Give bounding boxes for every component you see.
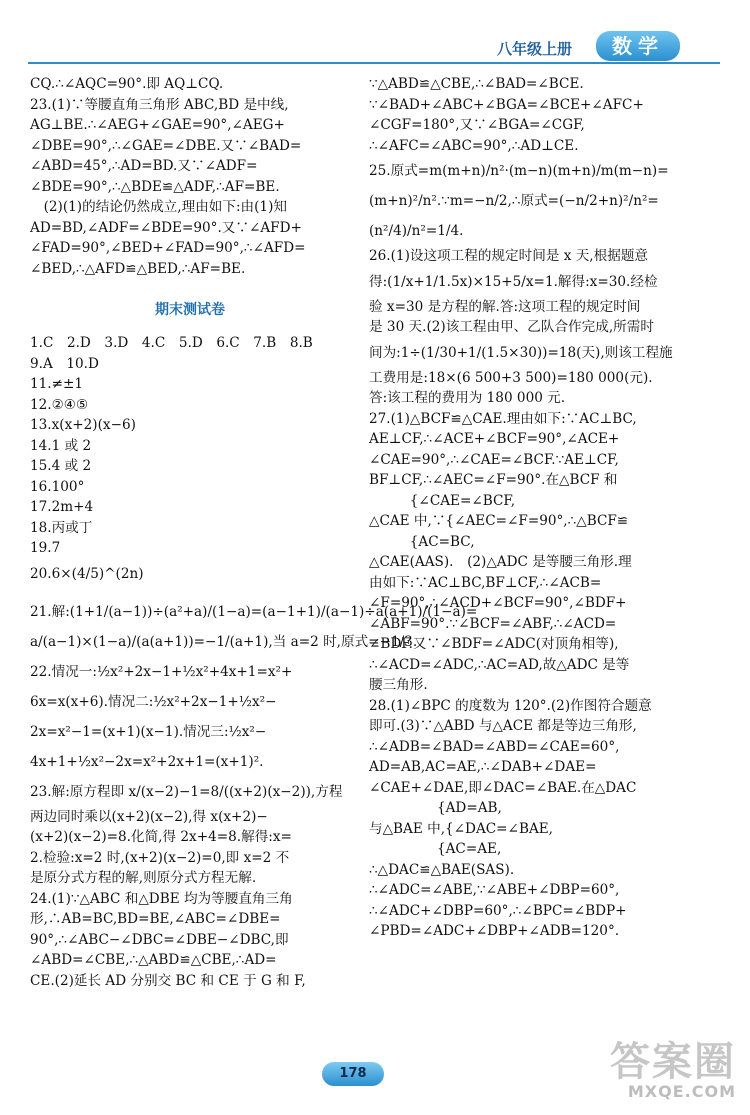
- text-line: 27.(1)△BCF≌△CAE.理由如下:∵AC⊥BC,: [369, 410, 637, 427]
- text-line: ∵∠BAD+∠ABC+∠BGA=∠BCE+∠AFC+: [369, 96, 644, 113]
- text-line: ∴∠AFC=∠ABC=90°,∴AD⊥CE.: [369, 137, 579, 154]
- text-line: AD=AB,AC=AE,∴∠DAB+∠DAE=: [369, 759, 597, 775]
- text-line: 答:该工程的费用为 180 000 元.: [369, 390, 566, 406]
- watermark-logo: 答案圈: [610, 1039, 736, 1085]
- text-line: ∴∠ACD=∠ADC,∴AC=AD,故△ADC 是等: [369, 656, 630, 673]
- text-line: 90°,∴∠ABC−∠DBC=∠DBE−∠DBC,即: [30, 931, 289, 948]
- grade-label: 八年级上册: [497, 40, 573, 58]
- answer-line: 12.②④⑤: [30, 396, 89, 413]
- answer-line: 20.6×(4/5)^(2n): [30, 565, 144, 582]
- answer-line: 9.A 10.D: [30, 355, 99, 372]
- answer-line: 19.7: [30, 540, 61, 556]
- text-line: CQ.∴∠AQC=90°.即 AQ⊥CQ.: [30, 76, 224, 92]
- text-line: BF⊥CF,∴∠AEC=∠F=90°.在△BCF 和: [369, 472, 618, 488]
- answer-line: 15.4 或 2: [30, 458, 92, 474]
- text-line: 26.(1)设这项工程的规定时间是 x 天,根据题意: [369, 248, 649, 264]
- text-line: 2x=x²−1=(x+1)(x−1).情况三:½x²−: [30, 723, 267, 740]
- page-header: [0, 0, 750, 80]
- text-line: △CAE 中,∵{∠AEC=∠F=90°,∴△BCF≌: [369, 513, 629, 529]
- text-line: 形,∴AB=BC,BD=BE,∠ABC=∠DBE=: [30, 911, 281, 927]
- subject-badge: 数学: [596, 31, 680, 61]
- text-line: ∠BDF.又∵∠BDF=∠ADC(对顶角相等),: [369, 636, 619, 652]
- text-line: ∠BED,∴△AFD≌△BED,∴AF=BE.: [30, 260, 246, 277]
- text-line: ∴△DAC≌△BAE(SAS).: [369, 861, 515, 878]
- right-column: [369, 74, 699, 942]
- text-line: 25.原式=m(m+n)/n²·(m−n)(m+n)/m(m−n)=: [369, 163, 669, 179]
- text-line: 28.(1)∠BPC 的度数为 120°.(2)作图符合题意: [369, 697, 652, 714]
- text-line: 与△BAE 中,{∠DAC=∠BAE,: [369, 820, 554, 837]
- text-line: ∠DBE=90°,∴∠GAE=∠DBE.又∵∠BAD=: [30, 137, 302, 154]
- text-line: a/(a−1)×(1−a)/(a(a+1))=−1/(a+1),当 a=2 时,原式=−1/3.: [30, 633, 418, 650]
- text-line: ∠F=90°,∴∠ACD+∠BCF=90°,∠BDF+: [369, 595, 627, 611]
- text-line: AD=BD,∠ADF=∠BDE=90°.又∵∠AFD+: [30, 219, 302, 236]
- text-line: ∠ABD=45°,∴AD=BD.又∵∠ADF=: [30, 158, 258, 174]
- text-line: ∴∠ADC+∠DBP=60°,∴∠BPC=∠BDP+: [369, 902, 627, 919]
- text-line: 6x=x(x+6).情况二:½x²+2x−1+½x²−: [30, 693, 277, 710]
- page-number: 178: [322, 1062, 384, 1086]
- answer-line: 13.x(x+2)(x−6): [30, 417, 136, 433]
- text-line: ∠BDE=90°,∴△BDE≌△ADF,∴AF=BE.: [30, 178, 280, 195]
- header-rule: [28, 62, 720, 64]
- text-line: AG⊥BE.∴∠AEG+∠GAE=90°,∠AEG+: [30, 117, 285, 133]
- text-line: 4x+1+½x²−2x=x²+2x+1=(x+1)².: [30, 753, 264, 770]
- text-line: {AD=AB,: [369, 800, 502, 816]
- text-line: {AC=BC,: [369, 533, 475, 550]
- text-line: {AC=AE,: [369, 841, 502, 857]
- text-line: ∠CAE+∠DAE,即∠DAC=∠BAE.在△DAC: [369, 779, 637, 796]
- text-line: 23.(1)∵等腰直角三角形 ABC,BD 是中线,: [30, 96, 289, 113]
- watermark-url: MXQE.COM: [627, 1082, 736, 1101]
- text-line: (m+n)²/n².∵m=−n/2,∴原式=(−n/2+n)²/n²=: [369, 193, 659, 209]
- text-line: 验 x=30 是方程的解.答:这项工程的规定时间: [369, 298, 641, 315]
- text-line: (x+2)(x−2)=8.化简,得 2x+4=8.解得:x=: [30, 829, 292, 845]
- text-line: CE.(2)延长 AD 分别交 BC 和 CE 于 G 和 F,: [30, 972, 306, 989]
- text-line: AE⊥CF,∴∠ACE+∠BCF=90°,∠ACE+: [369, 431, 620, 447]
- text-line: ∠FAD=90°,∠BED+∠FAD=90°,∴∠AFD=: [30, 240, 306, 256]
- watermark: [610, 1039, 736, 1101]
- answer-line: 18.丙或丁: [30, 519, 93, 536]
- text-line: 工费用是:18×(6 500+3 500)=180 000(元).: [369, 369, 653, 386]
- text-line: 2.检验:x=2 时,(x+2)(x−2)=0,即 x=2 不: [30, 849, 290, 866]
- text-line: ∵△ABD≌△CBE,∴∠BAD=∠BCE.: [369, 76, 584, 92]
- text-line: ∠PBD=∠ADC+∠DBP+∠ADB=120°.: [369, 923, 620, 939]
- text-line: ∠CGF=180°,又∵∠BGA=∠CGF,: [369, 117, 585, 133]
- text-line: ∠ABF=90°.∵∠BCF=∠ABF,∴∠ACD=: [369, 615, 617, 632]
- text-line: △CAE(AAS). (2)△ADC 是等腰三角形.理: [369, 554, 632, 570]
- answer-line: 1.C 2.D 3.D 4.C 5.D 6.C 7.B 8.B: [30, 335, 313, 351]
- text-line: ∠ABD=∠CBE,∴△ABD≌△CBE,∴AD=: [30, 952, 277, 968]
- text-line: 两边同时乘以(x+2)(x−2),得 x(x+2)−: [30, 808, 268, 825]
- answer-line: 17.2m+4: [30, 499, 94, 515]
- text-line: ∴∠ADC=∠ABE,∵∠ABE+∠DBP=60°,: [369, 882, 620, 898]
- text-line: (2)(1)的结论仍然成立,理由如下:由(1)知: [30, 199, 287, 215]
- text-line: 是 30 天.(2)该工程由甲、乙队合作完成,所需时: [369, 319, 654, 335]
- text-line: 即可.(3)∵△ABD 与△ACE 都是等边三角形,: [369, 718, 637, 734]
- text-line: ∠CAE=90°,∴∠CAE=∠BCF.∵AE⊥CF,: [369, 451, 619, 468]
- text-line: 得:(1/x+1/1.5x)×15+5/x=1.解得:x=30.经检: [369, 273, 658, 290]
- answer-line: 16.100°: [30, 478, 85, 495]
- text-line: 21.解:(1+1/(a−1))÷(a²+a)/(1−a)=(a−1+1)/(a−1)÷a(a+1)/(1−a)=: [30, 603, 478, 620]
- section-title: 期末测试卷: [155, 302, 225, 318]
- text-line: ∴∠ADB=∠BAD=∠ABD=∠CAE=60°,: [369, 738, 620, 755]
- answer-line: 11.≠±1: [30, 376, 84, 392]
- text-line: 23.解:原方程即 x/(x−2)−1=8/((x+2)(x−2)),方程: [30, 783, 343, 800]
- text-line: 腰三角形.: [369, 677, 428, 693]
- answer-line: 14.1 或 2: [30, 437, 92, 454]
- text-line: 间为:1÷(1/30+1/(1.5×30))=18(天),则该工程施: [369, 344, 673, 361]
- text-line: 是原分式方程的解,则原分式方程无解.: [30, 870, 257, 886]
- text-line: 22.情况一:½x²+2x−1+½x²+4x+1=x²+: [30, 663, 293, 680]
- text-line: {∠CAE=∠BCF,: [369, 492, 516, 509]
- text-line: 由如下:∵AC⊥BC,BF⊥CF,∴∠ACB=: [369, 574, 602, 591]
- text-line: (n²/4)/n²=1/4.: [369, 223, 464, 239]
- text-line: 24.(1)∵△ABC 和△DBE 均为等腰直角三角: [30, 890, 293, 907]
